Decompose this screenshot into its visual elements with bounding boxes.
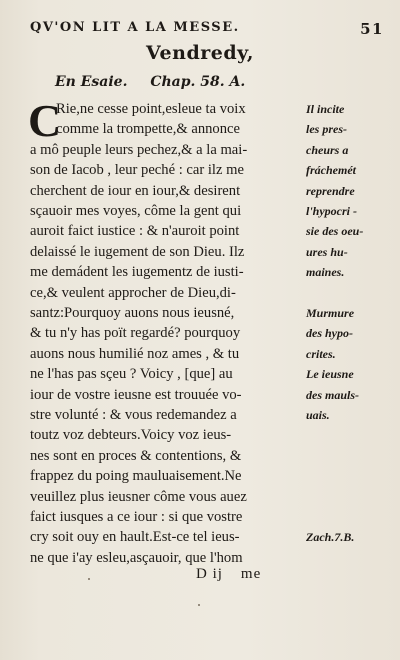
margin-note: les pres- bbox=[306, 122, 347, 137]
book-reference: En Esaie. bbox=[55, 74, 128, 90]
catchword: me bbox=[240, 566, 262, 582]
text-line: auroit faict iustice : & n'auroit point bbox=[30, 223, 240, 240]
running-title: QV'ON LIT A LA MESSE. bbox=[30, 20, 240, 35]
margin-note: des mauls- bbox=[306, 387, 360, 402]
margin-note: crites. bbox=[306, 346, 336, 361]
margin-note: Murmure bbox=[306, 306, 355, 320]
margin-note: uais. bbox=[306, 408, 330, 422]
text-line: frappez du poing mauluaisement.Ne bbox=[30, 468, 242, 485]
text-line: cry soit ouy en hault.Est-ce tel ieus- bbox=[30, 529, 240, 546]
running-header bbox=[30, 20, 384, 40]
text-line: nes sont en proces & contentions, & bbox=[30, 447, 242, 464]
chapter-number: Chap. 58. A. bbox=[150, 74, 246, 90]
text-line: cherchent de iour en iour,& desirent bbox=[30, 182, 241, 199]
text-line: faict iusques a ce iour : si que vostre bbox=[30, 509, 243, 525]
drop-capital: C bbox=[28, 95, 62, 146]
text-line: santz:Pourquoy auons nous ieusné, bbox=[30, 305, 235, 321]
margin-note: Zach.7.B. bbox=[306, 530, 355, 545]
text-line: stre volunté : & vous redemandez a bbox=[30, 407, 237, 423]
text-line: ne que i'ay esleu,asçauoir, que l'hom bbox=[30, 549, 243, 566]
margin-note: Il incite bbox=[306, 102, 345, 116]
text-line: me demádent les iugementz de iusti- bbox=[30, 264, 244, 281]
page-footer bbox=[196, 566, 261, 583]
page-number: 51 bbox=[360, 20, 384, 38]
margin-note: l'hypocri - bbox=[306, 204, 357, 218]
text-line: Rie,ne cesse point,esleue ta voix bbox=[56, 101, 246, 117]
margin-note: Le ieusne bbox=[306, 367, 354, 382]
text-line: ne l'has pas sçeu ? Voicy , [que] au bbox=[30, 366, 233, 383]
text-line: comme la trompette,& annonce bbox=[56, 121, 240, 138]
text-line: a mô peuple leurs pechez,& a la mai- bbox=[30, 141, 248, 158]
text-line: sçauoir mes voyes, côme la gent qui bbox=[30, 203, 242, 219]
text-line: & tu n'y has poït regardé? pourquoy bbox=[30, 325, 241, 342]
margin-note: des hypo- bbox=[306, 326, 353, 341]
text-line: son de Iacob , leur peché : car ilz me bbox=[30, 162, 244, 179]
text-line: iour de vostre ieusne est trouuée vo- bbox=[30, 386, 242, 403]
text-line: auons nous humilié noz ames , & tu bbox=[30, 345, 240, 362]
text-line: ce,& veulent approcher de Dieu,di- bbox=[30, 284, 236, 301]
margin-note: reprendre bbox=[306, 183, 355, 198]
margin-note: maines. bbox=[306, 265, 345, 280]
margin-note: ures hu- bbox=[306, 244, 348, 259]
text-line: veuillez plus ieusner côme vous auez bbox=[30, 488, 247, 505]
chapter-reference bbox=[55, 74, 263, 90]
page-title: Vendredy, bbox=[146, 42, 254, 64]
paper-speck bbox=[198, 604, 200, 606]
text-line: toutz voz debteurs.Voicy voz ieus- bbox=[30, 427, 232, 444]
margin-note: cheurs a bbox=[306, 142, 349, 157]
margin-note: sie des oeu- bbox=[306, 224, 364, 239]
signature-mark: D ij bbox=[196, 566, 223, 582]
margin-note: fráchemét bbox=[306, 163, 356, 178]
paper-speck bbox=[88, 578, 90, 580]
text-line: delaissé le iugement de son Dieu. Ilz bbox=[30, 243, 245, 260]
